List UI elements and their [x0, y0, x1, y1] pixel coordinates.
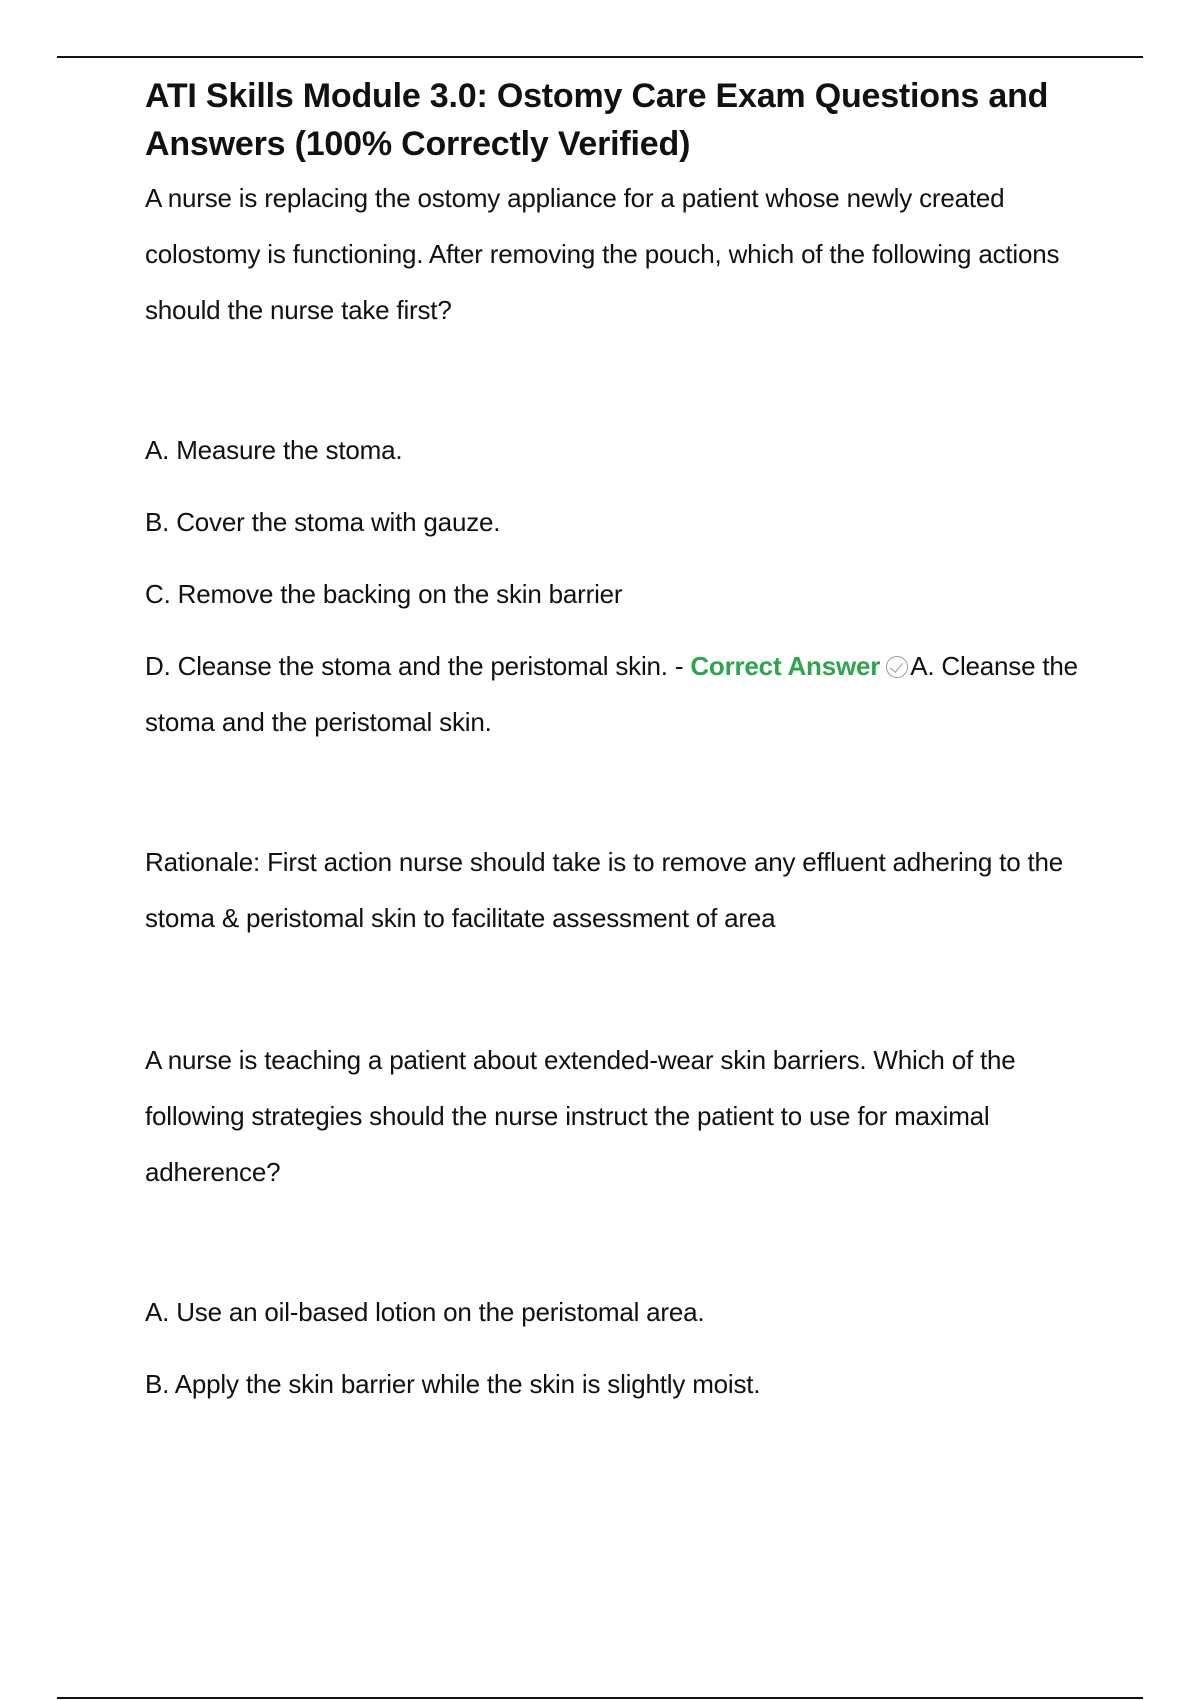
spacer	[145, 750, 1105, 834]
question-2-prompt: A nurse is teaching a patient about extended-wear skin barriers. Which of the following strategies should the nurse instruct the patient to use for maximal adherence?	[145, 1045, 1016, 1187]
question-1-option-a: A. Measure the stoma.	[145, 435, 403, 465]
spacer	[145, 946, 1105, 1030]
document-title: ATI Skills Module 3.0: Ostomy Care Exam Questions and Answers (100% Correctly Verified)	[145, 77, 1049, 163]
spacer	[145, 338, 1105, 422]
question-1-option-d: D. Cleanse the stoma and the peristomal skin. -	[145, 651, 691, 681]
check-circle-icon	[886, 656, 908, 678]
correct-answer-label: Correct Answer	[690, 651, 881, 681]
correct-answer-text: A. Cleanse the stoma and the peristomal skin.	[145, 651, 1078, 737]
question-1-option-b: B. Cover the stoma with gauze.	[145, 507, 501, 537]
spacer	[145, 1200, 1105, 1284]
bottom-rule	[57, 1697, 1143, 1699]
question-1-prompt: A nurse is replacing the ostomy appliance for a patient whose newly created colostomy is functioning. After removing the pouch, which of the following actions should the nurse take first?	[145, 183, 1060, 325]
question-2-option-b: B. Apply the skin barrier while the skin is slightly moist.	[145, 1369, 761, 1399]
question-1-option-c: C. Remove the backing on the skin barrier	[145, 579, 623, 609]
question-1-rationale: Rationale: First action nurse should take is to remove any effluent adhering to the stoma & peristomal skin to facilitate assessment of area	[145, 847, 1064, 933]
question-1-option-d-with-answer	[145, 638, 1105, 750]
document-body	[145, 72, 1105, 1412]
question-2-option-a: A. Use an oil-based lotion on the peristomal area.	[145, 1297, 705, 1327]
top-rule	[57, 56, 1143, 58]
